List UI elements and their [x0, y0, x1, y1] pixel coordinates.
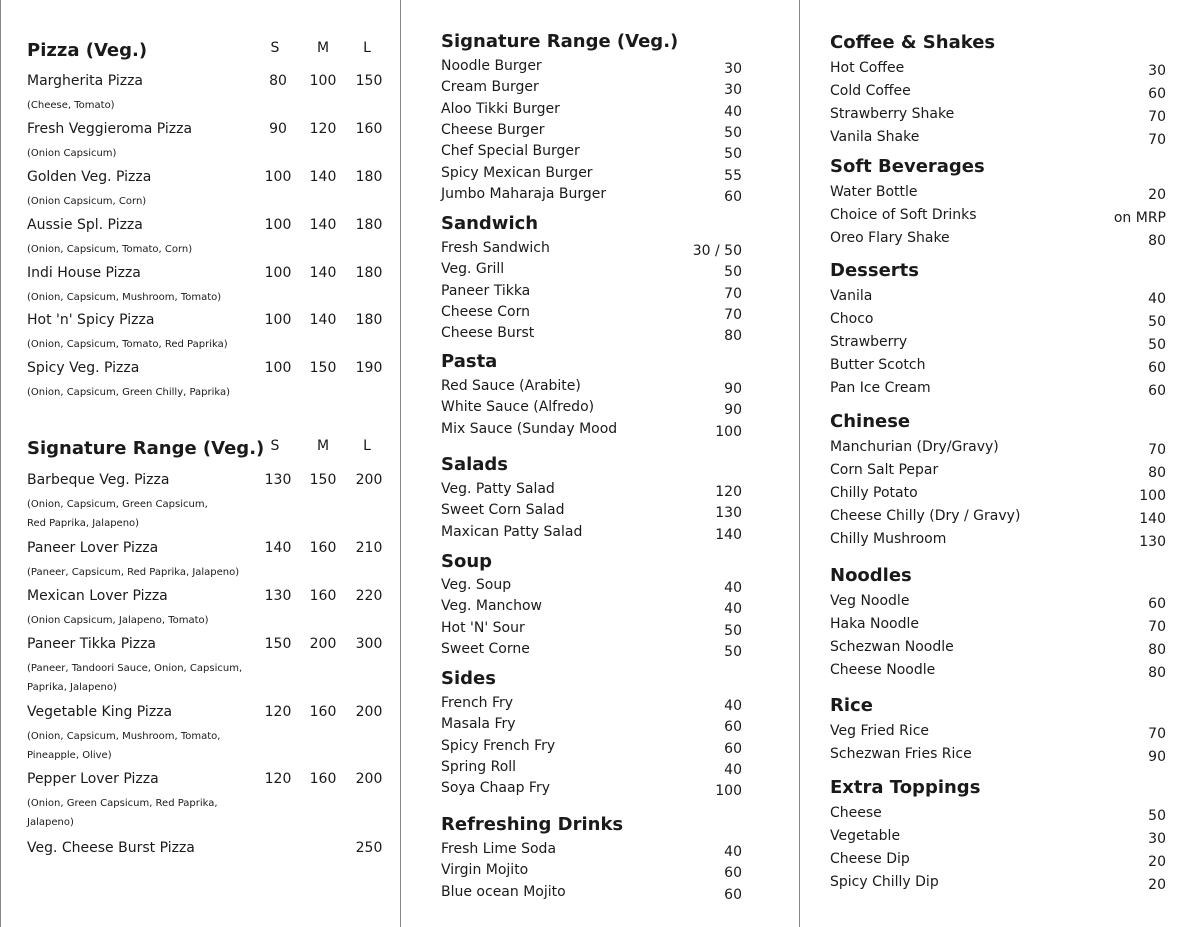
menu-item-price: 50 [1148, 808, 1166, 824]
menu-item-name: Mexican Lover Pizza [27, 588, 168, 604]
menu-item-name: Veg. Cheese Burst Pizza [27, 840, 195, 856]
menu-item-price: 70 [724, 306, 742, 323]
price-small: 130 [264, 472, 292, 488]
burger-snacks-column [400, 0, 799, 927]
section-title: Signature Range (Veg.) [27, 438, 265, 459]
menu-item-price: 55 [724, 167, 742, 184]
section-title: Pizza (Veg.) [27, 40, 148, 61]
price-large: 200 [355, 704, 383, 720]
menu-item-name: Aloo Tikki Burger [441, 100, 560, 117]
menu-item-price: 100 [715, 783, 742, 800]
menu-item-price: 130 [1139, 534, 1166, 551]
price-medium: 160 [309, 540, 337, 556]
price-small: 100 [264, 360, 292, 376]
menu-item-price: 70 [1148, 109, 1166, 126]
section-title-extra-toppings: Extra Toppings [830, 777, 981, 798]
size-header: M [316, 40, 330, 56]
menu-item-name: Paneer Tikka [441, 282, 531, 299]
menu-item-price: 90 [724, 402, 742, 419]
menu-item-price: 60 [1148, 383, 1166, 400]
menu-item-name: French Fry [441, 695, 514, 711]
menu-item-price: 20 [1148, 877, 1166, 894]
menu-item-name: Vegetable [830, 828, 901, 845]
section-title-rice: Rice [830, 695, 873, 716]
menu-item-name: Veg. Manchow [441, 598, 543, 615]
price-small: 150 [264, 636, 292, 652]
price-large: 250 [355, 840, 383, 856]
menu-item-price: 60 [1148, 360, 1166, 377]
menu-item-name: Chilly Mushroom [830, 531, 947, 548]
price-medium: 140 [309, 169, 337, 185]
menu-item-ingredients: (Onion Capsicum, Corn) [27, 196, 147, 207]
menu-item-name: Hot 'n' Spicy Pizza [27, 312, 155, 328]
menu-item-price: 40 [1148, 291, 1166, 307]
menu-item-name: Paneer Tikka Pizza [27, 636, 157, 652]
menu-item-name: Soya Chaap Fry [441, 780, 550, 797]
menu-item-ingredients: (Onion, Capsicum, Mushroom, Tomato) [27, 292, 222, 303]
price-medium: 200 [309, 636, 337, 652]
menu-item-name: Schezwan Fries Rice [830, 746, 972, 763]
menu-item-price: 120 [715, 484, 742, 500]
section-title-salads: Salads [441, 454, 509, 475]
menu-item-price: 90 [724, 381, 742, 397]
price-medium: 140 [309, 217, 337, 233]
size-header: S [270, 40, 280, 56]
price-medium: 100 [309, 73, 337, 89]
price-large: 180 [355, 217, 383, 233]
menu-item-price: 80 [1148, 665, 1166, 682]
price-large: 180 [355, 265, 383, 281]
menu-item-name: Spicy French Fry [441, 737, 556, 754]
menu-item-name: Paneer Lover Pizza [27, 540, 159, 556]
price-medium: 160 [309, 771, 337, 787]
menu-item-ingredients: (Onion, Capsicum, Tomato, Red Paprika) [27, 339, 228, 350]
price-small: 140 [264, 540, 292, 556]
menu-item-ingredients: Paprika, Jalapeno) [27, 682, 117, 693]
menu-item-price: 60 [724, 740, 742, 757]
menu-item-name: Golden Veg. Pizza [27, 169, 152, 185]
price-medium: 140 [309, 265, 337, 281]
price-small: 100 [264, 169, 292, 185]
menu-item-name: Noodle Burger [441, 58, 542, 74]
menu-item-price: 70 [1148, 726, 1166, 742]
menu-item-price: 80 [1148, 233, 1166, 250]
menu-item-price: 30 [724, 82, 742, 99]
section-title-pasta: Pasta [441, 351, 498, 372]
menu-item-name: Veg. Soup [441, 577, 512, 593]
menu-item-name: Strawberry [830, 334, 908, 351]
menu-item-name: Hot Coffee [830, 60, 905, 76]
section-title-soup: Soup [441, 551, 493, 572]
section-title-sandwich: Sandwich [441, 213, 539, 234]
menu-item-ingredients: (Paneer, Tandoori Sauce, Onion, Capsicum, [27, 663, 243, 674]
menu-item-price: 80 [724, 328, 742, 345]
menu-item-ingredients: (Onion Capsicum) [27, 148, 117, 159]
menu-item-name: Schezwan Noodle [830, 639, 954, 656]
menu-item-ingredients: (Cheese, Tomato) [27, 100, 115, 111]
menu-item-name: Strawberry Shake [830, 106, 955, 123]
menu-item-name: Aussie Spl. Pizza [27, 217, 143, 233]
section-title-coffee-shakes: Coffee & Shakes [830, 32, 996, 53]
menu-item-price: 70 [1148, 442, 1166, 458]
price-medium: 140 [309, 312, 337, 328]
price-large: 180 [355, 312, 383, 328]
menu-item-price: 60 [724, 886, 742, 903]
price-large: 150 [355, 73, 383, 89]
menu-item-name: Maxican Patty Salad [441, 523, 583, 540]
menu-item-name: Indi House Pizza [27, 265, 141, 281]
menu-item-name: Spring Roll [441, 758, 517, 775]
menu-item-name: Manchurian (Dry/Gravy) [830, 439, 999, 455]
menu-item-name: Cold Coffee [830, 83, 911, 100]
pizza-column [0, 0, 400, 927]
menu-item-price: 60 [724, 865, 742, 882]
price-medium: 160 [309, 704, 337, 720]
size-header: L [363, 438, 371, 454]
price-medium: 150 [309, 472, 337, 488]
menu-item-price: 50 [1148, 314, 1166, 331]
menu-item-price: 40 [724, 103, 742, 120]
menu-item-name: Vanila Shake [830, 129, 920, 146]
menu-item-name: Cheese Chilly (Dry / Gravy) [830, 508, 1021, 525]
price-large: 210 [355, 540, 383, 556]
price-large: 180 [355, 169, 383, 185]
menu-item-name: Haka Noodle [830, 616, 919, 633]
menu-item-name: Jumbo Maharaja Burger [441, 185, 607, 202]
menu-item-name: Chef Special Burger [441, 143, 580, 160]
menu-item-ingredients: (Onion, Capsicum, Green Capsicum, [27, 499, 208, 510]
section-title-chinese: Chinese [830, 411, 911, 432]
menu-item-name: Sweet Corne [441, 640, 530, 657]
menu-item-name: Spicy Chilly Dip [830, 874, 939, 891]
price-medium: 150 [309, 360, 337, 376]
section-title-noodles: Noodles [830, 565, 912, 586]
menu-item-price: 60 [724, 188, 742, 205]
menu-item-price: 40 [724, 698, 742, 714]
menu-item-name: White Sauce (Alfredo) [441, 399, 595, 416]
menu-item-name: Fresh Sandwich [441, 240, 550, 256]
menu-item-name: Red Sauce (Arabite) [441, 378, 581, 394]
menu-item-price: 30 / 50 [692, 243, 742, 259]
section-title-soft-beverages: Soft Beverages [830, 156, 985, 177]
size-header: L [363, 40, 371, 56]
menu-item-name: Cheese [830, 805, 882, 821]
menu-item-name: Pan Ice Cream [830, 380, 931, 397]
menu-item-name: Choco [830, 311, 874, 328]
menu-item-name: Choice of Soft Drinks [830, 207, 977, 224]
menu-item-ingredients: (Paneer, Capsicum, Red Paprika, Jalapeno) [27, 567, 240, 578]
menu-item-price: 90 [1148, 749, 1166, 766]
menu-item-name: Virgin Mojito [441, 862, 529, 879]
menu-item-price: 60 [1148, 596, 1166, 612]
menu-item-name: Masala Fry [441, 716, 516, 733]
menu-item-price: 80 [1148, 642, 1166, 659]
menu-item-name: Butter Scotch [830, 357, 926, 374]
menu-item-price: 30 [1148, 63, 1166, 79]
price-small: 100 [264, 217, 292, 233]
menu-item-name: Cream Burger [441, 79, 539, 96]
menu-item-name: Mix Sauce (Sunday Mood [441, 420, 618, 437]
menu-item-price: 20 [1148, 854, 1166, 871]
menu-item-price: 100 [715, 423, 742, 440]
menu-item-name: Hot 'N' Sour [441, 619, 525, 636]
menu-item-name: Veg. Grill [441, 261, 505, 278]
menu-item-price: 50 [1148, 337, 1166, 354]
menu-item-price: 30 [1148, 831, 1166, 848]
menu-item-ingredients: (Onion Capsicum, Jalapeno, Tomato) [27, 615, 209, 626]
menu-item-ingredients: Pineapple, Olive) [27, 750, 112, 761]
menu-item-name: Fresh Veggieroma Pizza [27, 121, 193, 137]
price-large: 300 [355, 636, 383, 652]
menu-item-price: 60 [1148, 86, 1166, 103]
menu-item-name: Margherita Pizza [27, 73, 144, 89]
menu-item-price: 50 [724, 124, 742, 141]
price-small: 120 [264, 704, 292, 720]
price-medium: 120 [309, 121, 337, 137]
size-header: M [316, 438, 330, 454]
menu-item-name: Sweet Corn Salad [441, 502, 565, 519]
menu-item-price: 50 [724, 264, 742, 281]
menu-item-name: Veg Fried Rice [830, 723, 929, 739]
section-title-desserts: Desserts [830, 260, 919, 281]
menu-item-name: Fresh Lime Soda [441, 841, 557, 857]
menu-item-name: Vanila [830, 288, 873, 304]
menu-item-price: 40 [724, 844, 742, 860]
menu-item-price: 70 [1148, 619, 1166, 636]
menu-item-name: Pepper Lover Pizza [27, 771, 159, 787]
price-large: 220 [355, 588, 383, 604]
price-small: 120 [264, 771, 292, 787]
menu-item-price: 50 [724, 146, 742, 163]
menu-item-name: Veg. Patty Salad [441, 481, 555, 497]
menu-item-name: Vegetable King Pizza [27, 704, 173, 720]
menu-item-price: 30 [724, 61, 742, 77]
price-medium: 160 [309, 588, 337, 604]
menu-item-name: Veg Noodle [830, 593, 910, 609]
menu-item-name: Cheese Burst [441, 325, 535, 342]
menu-item-name: Blue ocean Mojito [441, 883, 566, 900]
price-large: 160 [355, 121, 383, 137]
menu-item-ingredients: (Onion, Capsicum, Tomato, Corn) [27, 244, 193, 255]
menu-item-price: 130 [715, 505, 742, 522]
price-small: 90 [269, 121, 287, 137]
menu-item-price: 70 [1148, 132, 1166, 149]
menu-item-price: 70 [724, 285, 742, 302]
section-title-signature-range-veg: Signature Range (Veg.) [441, 31, 679, 52]
menu-item-price: 40 [724, 580, 742, 596]
menu-item-name: Water Bottle [830, 184, 918, 200]
menu-item-name: Oreo Flary Shake [830, 230, 950, 247]
price-large: 200 [355, 472, 383, 488]
beverages-chinese-column [799, 0, 1200, 927]
price-large: 190 [355, 360, 383, 376]
size-header: S [270, 438, 280, 454]
menu-item-price: 20 [1148, 187, 1166, 203]
menu-item-name: Spicy Veg. Pizza [27, 360, 140, 376]
menu-item-price: on MRP [1113, 210, 1166, 227]
price-large: 200 [355, 771, 383, 787]
menu-item-price: 140 [715, 526, 742, 543]
menu-item-ingredients: (Onion, Capsicum, Mushroom, Tomato, [27, 731, 221, 742]
menu-item-name: Corn Salt Pepar [830, 462, 939, 479]
menu-item-price: 60 [724, 719, 742, 736]
menu-item-price: 50 [724, 622, 742, 639]
price-small: 130 [264, 588, 292, 604]
menu-item-name: Chilly Potato [830, 485, 918, 502]
menu-item-ingredients: (Onion, Green Capsicum, Red Paprika, [27, 798, 218, 809]
menu-item-price: 50 [724, 643, 742, 660]
menu-item-name: Cheese Burger [441, 121, 545, 138]
menu-item-ingredients: Red Paprika, Jalapeno) [27, 518, 140, 529]
menu-item-price: 80 [1148, 465, 1166, 482]
menu-item-price: 140 [1139, 511, 1166, 528]
menu-item-name: Cheese Noodle [830, 662, 936, 679]
menu-item-price: 100 [1139, 488, 1166, 505]
section-title-refreshing-drinks: Refreshing Drinks [441, 814, 624, 835]
section-title-sides: Sides [441, 668, 496, 689]
menu-item-ingredients: Jalapeno) [27, 817, 74, 828]
menu-item-price: 40 [724, 601, 742, 618]
menu-item-price: 40 [724, 761, 742, 778]
price-small: 80 [269, 73, 287, 89]
menu-item-name: Barbeque Veg. Pizza [27, 472, 170, 488]
menu-item-ingredients: (Onion, Capsicum, Green Chilly, Paprika) [27, 387, 231, 398]
price-small: 100 [264, 265, 292, 281]
price-small: 100 [264, 312, 292, 328]
menu-item-name: Spicy Mexican Burger [441, 164, 593, 181]
menu-item-name: Cheese Dip [830, 851, 910, 868]
menu-item-name: Cheese Corn [441, 303, 530, 320]
